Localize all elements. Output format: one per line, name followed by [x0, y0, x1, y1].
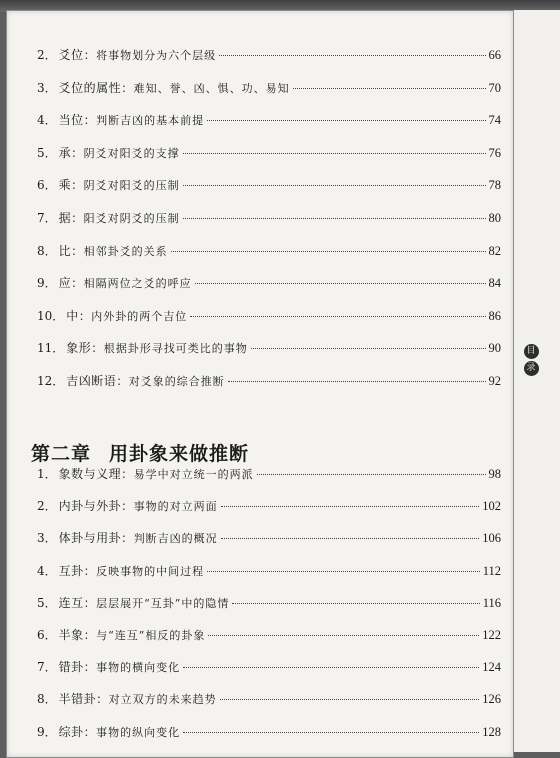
toc-entry-title: 吉凶断语： — [66, 373, 129, 388]
dot-leader — [183, 732, 479, 733]
toc-entry-page-number: 78 — [488, 178, 501, 193]
toc-entry-page-number: 90 — [488, 341, 501, 356]
toc-entry-number: 5． — [37, 145, 57, 160]
toc-entry-number: 3． — [37, 531, 57, 546]
toc-entry-subtitle: 易学中对立统一的两派 — [133, 468, 254, 481]
toc-entry-number: 6． — [37, 627, 57, 642]
toc-entry-title: 半错卦： — [58, 692, 109, 707]
toc-entry-number: 12． — [37, 373, 65, 388]
toc-entry-page-number: 112 — [482, 563, 501, 578]
toc-entry-title: 当位： — [58, 113, 97, 128]
dot-leader — [195, 283, 486, 284]
toc-entry-page-number: 106 — [482, 531, 501, 546]
toc-entry-title: 内卦与外卦： — [58, 499, 134, 514]
toc-entry[interactable] — [37, 659, 501, 691]
toc-entry-number: 2． — [37, 499, 57, 514]
toc-entry-page-number: 84 — [488, 276, 501, 291]
dot-leader — [219, 55, 485, 56]
toc-entry[interactable] — [37, 308, 501, 341]
dot-leader — [183, 667, 479, 668]
dot-leader — [190, 316, 485, 317]
toc-entry[interactable] — [37, 724, 501, 756]
toc-entry-number: 8． — [37, 692, 57, 707]
toc-entry-subtitle: 事物的对立两面 — [133, 500, 218, 514]
toc-entry[interactable] — [37, 595, 501, 627]
toc-entry-subtitle: 反映事物的中间过程 — [96, 564, 205, 578]
dot-leader — [208, 635, 479, 636]
toc-entry-number: 11． — [37, 341, 65, 356]
toc-entry-subtitle: 事物的横向变化 — [96, 661, 181, 675]
toc-entry-subtitle: 判断吉凶的基本前提 — [96, 114, 205, 128]
toc-entry-number: 2． — [37, 48, 57, 62]
toc-entry-title: 据： — [58, 210, 84, 225]
toc-entry-subtitle: 内外卦的两个吉位 — [91, 309, 188, 323]
toc-entry-page-number: 124 — [482, 660, 501, 675]
toc-entry-title: 互卦： — [58, 563, 97, 578]
toc-entry-title: 爻位： — [58, 48, 97, 62]
toc-entry-title: 乘： — [58, 178, 84, 193]
toc-entry-title: 错卦： — [58, 660, 97, 675]
toc-entry-title: 承： — [58, 145, 84, 160]
toc-entry-number: 5． — [37, 595, 57, 610]
toc-entry-subtitle: 事物的纵向变化 — [96, 725, 181, 739]
toc-entry-subtitle: 相隔两位之爻的呼应 — [83, 277, 192, 291]
toc-entry[interactable] — [37, 373, 501, 406]
toc-entry-page-number: 66 — [488, 48, 501, 62]
toc-entry-page-number: 74 — [488, 113, 501, 128]
toc-entry-number: 1． — [37, 467, 57, 481]
toc-entry-title: 体卦与用卦： — [58, 531, 134, 546]
toc-entry[interactable] — [37, 47, 501, 80]
toc-entry-page-number: 76 — [488, 145, 501, 160]
chapter-label: 第二章 — [31, 443, 92, 465]
toc-section-b — [37, 466, 501, 756]
page-right-margin — [512, 10, 560, 752]
dot-leader — [207, 120, 485, 121]
toc-entry-subtitle: 将事物划分为六个层级 — [96, 49, 217, 62]
toc-entry-subtitle: 判断吉凶的概况 — [133, 532, 218, 546]
toc-entry-title: 综卦： — [58, 724, 97, 739]
toc-entry[interactable] — [37, 80, 501, 113]
dot-leader — [220, 699, 480, 700]
toc-entry-title: 半象： — [58, 627, 97, 642]
toc-section-a — [37, 47, 501, 406]
toc-entry-number: 7． — [37, 660, 57, 675]
toc-entry-subtitle: 相邻卦爻的关系 — [83, 244, 168, 258]
toc-entry[interactable] — [37, 530, 501, 562]
dot-leader — [183, 218, 486, 219]
toc-entry-title: 爻位的属性： — [58, 80, 134, 95]
toc-entry-title: 比： — [58, 243, 84, 258]
toc-entry-title: 中： — [66, 308, 92, 323]
toc-entry-page-number: 128 — [482, 724, 501, 739]
toc-entry-number: 4． — [37, 563, 57, 578]
toc-entry-number: 4． — [37, 113, 57, 128]
dot-leader — [221, 538, 480, 539]
toc-entry[interactable] — [37, 275, 501, 308]
toc-entry-page-number: 86 — [488, 308, 501, 323]
toc-page — [6, 10, 514, 758]
toc-entry[interactable] — [37, 627, 501, 659]
toc-entry[interactable] — [37, 691, 501, 723]
dot-leader — [257, 474, 486, 475]
toc-entry-page-number: 122 — [482, 627, 501, 642]
side-tab-contents — [523, 344, 539, 376]
toc-entry[interactable] — [37, 177, 501, 210]
toc-entry-number: 6． — [37, 178, 57, 193]
toc-entry-title: 象形： — [66, 341, 104, 356]
toc-entry[interactable] — [37, 243, 501, 276]
toc-entry-page-number: 82 — [488, 243, 501, 258]
dot-leader — [207, 571, 480, 572]
toc-entry[interactable] — [37, 112, 501, 145]
toc-entry-number: 3． — [37, 80, 57, 95]
dot-leader — [171, 251, 486, 252]
toc-entry-subtitle: 根据卦形寻找可类比的事物 — [103, 342, 248, 356]
toc-entry-subtitle: 阴爻对阳爻的压制 — [83, 179, 180, 193]
toc-entry-subtitle: 对爻象的综合推断 — [128, 374, 225, 388]
toc-entry-subtitle: 与“连互”相反的卦象 — [96, 628, 206, 642]
toc-entry-number: 8． — [37, 243, 57, 258]
dot-leader — [232, 603, 479, 604]
side-tab-char: 目 — [524, 344, 539, 359]
toc-entry-page-number: 92 — [488, 373, 501, 388]
toc-entry-title: 连互： — [58, 595, 97, 610]
dot-leader — [293, 88, 486, 89]
toc-entry[interactable] — [37, 210, 501, 243]
toc-entry-title: 应： — [58, 276, 84, 291]
toc-entry-page-number: 102 — [482, 499, 501, 514]
toc-entry-page-number: 126 — [482, 692, 501, 707]
toc-entry-number: 9． — [37, 276, 57, 291]
dot-leader — [183, 153, 486, 154]
toc-entry-subtitle: 层层展开“互卦”中的隐情 — [96, 596, 230, 610]
toc-entry-page-number: 98 — [488, 467, 501, 481]
toc-entry[interactable] — [37, 466, 501, 498]
toc-entry-subtitle: 阴爻对阳爻的支撑 — [83, 146, 180, 160]
toc-entry[interactable] — [37, 563, 501, 595]
dot-leader — [221, 506, 480, 507]
dot-leader — [251, 348, 486, 349]
toc-entry-title: 象数与义理： — [58, 467, 134, 481]
toc-entry-number: 10． — [37, 308, 65, 323]
dot-leader — [183, 185, 486, 186]
toc-entry[interactable] — [37, 340, 501, 373]
toc-entry-subtitle: 对立双方的未来趋势 — [108, 693, 217, 707]
toc-entry-subtitle: 难知、誉、凶、惧、功、易知 — [133, 81, 290, 95]
toc-entry-number: 7． — [37, 210, 57, 225]
toc-entry-page-number: 80 — [488, 210, 501, 225]
toc-entry-number: 9． — [37, 724, 57, 739]
chapter-title: 用卦象来做推断 — [109, 443, 250, 465]
toc-entry[interactable] — [37, 498, 501, 530]
toc-entry-subtitle: 阳爻对阴爻的压制 — [83, 211, 180, 225]
side-tab-char: 录 — [524, 361, 539, 376]
toc-entry-page-number: 116 — [482, 595, 501, 610]
toc-entry[interactable] — [37, 145, 501, 178]
chapter-heading — [31, 439, 249, 466]
dot-leader — [228, 381, 486, 382]
toc-entry-page-number: 70 — [488, 80, 501, 95]
